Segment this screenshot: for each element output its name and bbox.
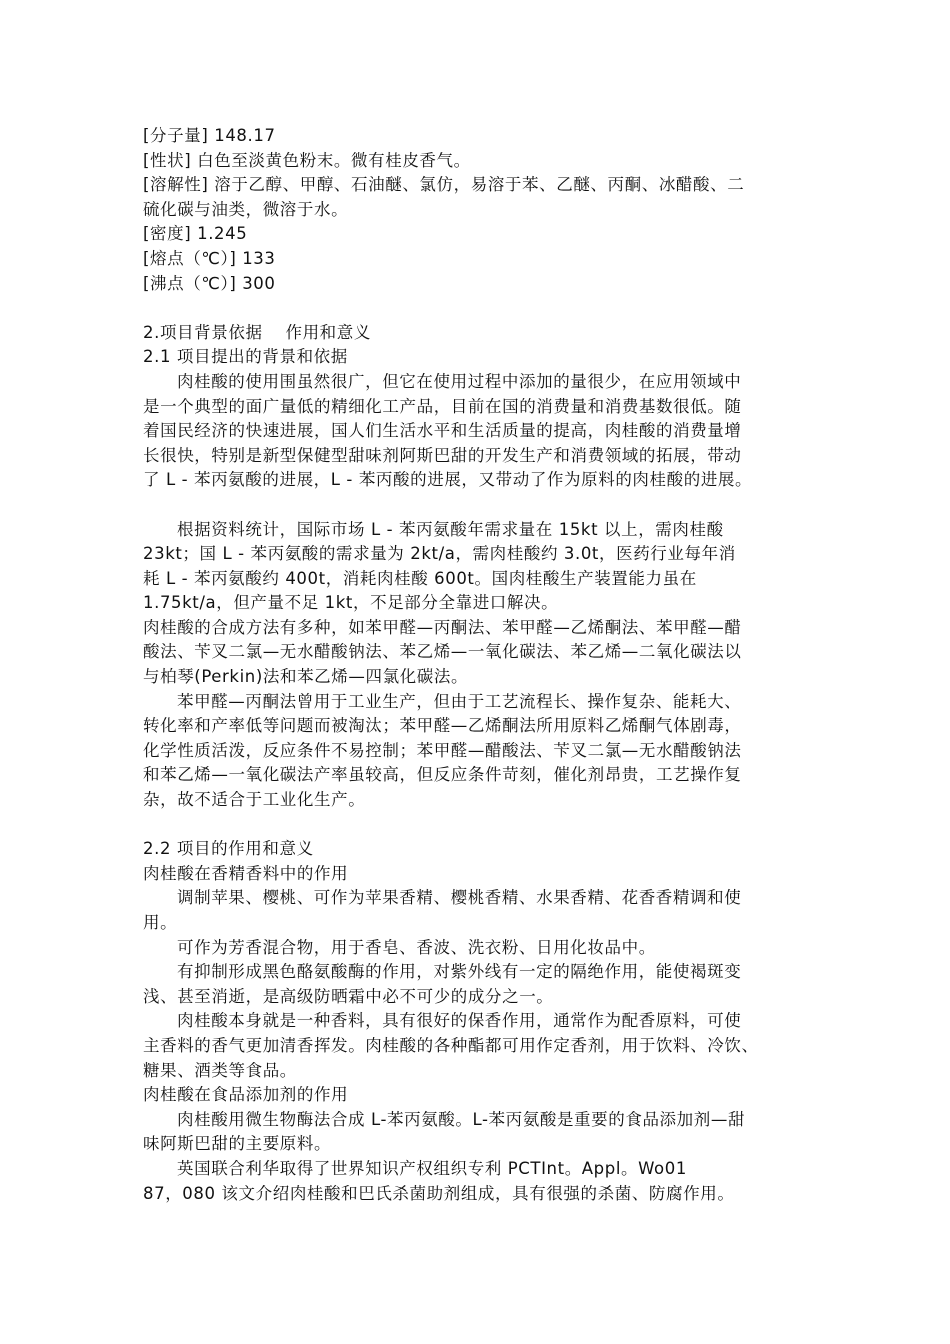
text-line: [性状] 白色至淡黄色粉末。微有桂皮香气。: [143, 150, 471, 170]
text-line: 味阿斯巴甜的主要原料。: [143, 1134, 332, 1154]
text-line: 23kt；国 L - 苯丙氨酸的需求量为 2kt/a，需肉桂酸约 3.0t，医药行业每年消: [143, 544, 736, 564]
text-line: 与柏琴(Perkin)法和苯乙烯—四氯化碳法。: [143, 667, 469, 687]
text-line: 用。: [143, 913, 178, 932]
text-line: 2.项目背景依据 作用和意义: [143, 322, 371, 342]
document-body: [143, 124, 811, 1206]
text-line: 1.75kt/a，但产量不足 1kt，不足部分全靠进口解决。: [143, 593, 559, 613]
text-line: [熔点（℃）] 133: [143, 248, 276, 268]
text-line: [溶解性] 溶于乙醇、甲醇、石油醚、氯仿，易溶于苯、乙醚、丙酮、冰醋酸、二: [143, 175, 745, 195]
text-line: 有抑制形成黑色酪氨酸酶的作用，对紫外线有一定的隔绝作用，能使褐斑变: [177, 962, 742, 982]
text-line: 可作为芳香混合物，用于香皂、香波、洗衣粉、日用化妆品中。: [177, 937, 656, 957]
text-line: 肉桂酸在食品添加剂的作用: [143, 1085, 349, 1105]
text-line: 肉桂酸本身就是一种香料，具有很好的保香作用，通常作为配香原料，可使: [177, 1011, 742, 1031]
text-line: 硫化碳与油类，微溶于水。: [143, 199, 349, 219]
text-line: 和苯乙烯—一氧化碳法产率虽较高，但反应条件苛刻，催化剂昂贵，工艺操作复: [143, 765, 742, 785]
text-line: 肉桂酸的合成方法有多种，如苯甲醛—丙酮法、苯甲醛—乙烯酮法、苯甲醛—醋: [143, 617, 742, 637]
text-line: 2.2 项目的作用和意义: [143, 839, 314, 859]
blank-line: [143, 813, 811, 838]
text-line: 是一个典型的面广量低的精细化工产品，目前在国的消费量和消费基数很低。随: [143, 396, 742, 416]
text-line: 了 L - 苯丙氨酸的进展，L - 苯丙酸的进展，又带动了作为原料的肉桂酸的进展。: [143, 470, 753, 490]
text-line: 浅、甚至消逝，是高级防晒霜中必不可少的成分之一。: [143, 986, 554, 1006]
text-line: 耗 L - 苯丙氨酸约 400t，消耗肉桂酸 600t。国肉桂酸生产装置能力虽在: [143, 568, 697, 588]
text-line: [密度] 1.245: [143, 224, 248, 244]
text-line: 着国民经济的快速进展，国人们生活水平和生活质量的提高，肉桂酸的消费量增: [143, 421, 742, 441]
text-line: 2.1 项目提出的背景和依据: [143, 347, 348, 367]
text-line: 肉桂酸的使用围虽然很广，但它在使用过程中添加的量很少，在应用领域中: [177, 371, 742, 391]
blank-line: [143, 296, 811, 321]
text-line: 87，080 该文介绍肉桂酸和巴氏杀菌助剂组成，具有很强的杀菌、防腐作用。: [143, 1183, 735, 1203]
text-line: 主香料的香气更加清香挥发。肉桂酸的各种酯都可用作定香剂，用于饮料、冷饮、: [143, 1035, 759, 1055]
text-line: 糖果、酒类等食品。: [143, 1060, 297, 1080]
text-line: 化学性质活泼，反应条件不易控制；苯甲醛—醋酸法、苄叉二氯—无水醋酸钠法: [143, 740, 742, 760]
text-line: [沸点（℃）] 300: [143, 273, 276, 293]
blank-line: [143, 493, 811, 518]
text-line: 苯甲醛—丙酮法曾用于工业生产，但由于工艺流程长、操作复杂、能耗大、: [177, 691, 742, 711]
text-line: 酸法、苄叉二氯—无水醋酸钠法、苯乙烯—一氧化碳法、苯乙烯—二氧化碳法以: [143, 642, 742, 662]
text-line: 英国联合利华取得了世界知识产权组织专利 PCTInt。Appl。Wo01: [177, 1158, 687, 1178]
text-line: 杂，故不适合于工业化生产。: [143, 790, 366, 810]
text-line: 长很快，特别是新型保健型甜味剂阿斯巴甜的开发生产和消费领域的拓展，带动: [143, 445, 742, 465]
text-line: 肉桂酸用微生物酶法合成 L-苯丙氨酸。L-苯丙氨酸是重要的食品添加剂—甜: [177, 1109, 746, 1129]
text-line: 转化率和产率低等问题而被淘汰；苯甲醛—乙烯酮法所用原料乙烯酮气体剧毒，: [143, 716, 742, 736]
text-line: 根据资料统计，国际市场 L - 苯丙氨酸年需求量在 15kt 以上，需肉桂酸: [177, 519, 724, 539]
text-line: 肉桂酸在香精香料中的作用: [143, 863, 349, 883]
text-line: [分子量] 148.17: [143, 126, 276, 145]
text-line: 调制苹果、樱桃、可作为苹果香精、樱桃香精、水果香精、花香香精调和使: [177, 888, 742, 908]
